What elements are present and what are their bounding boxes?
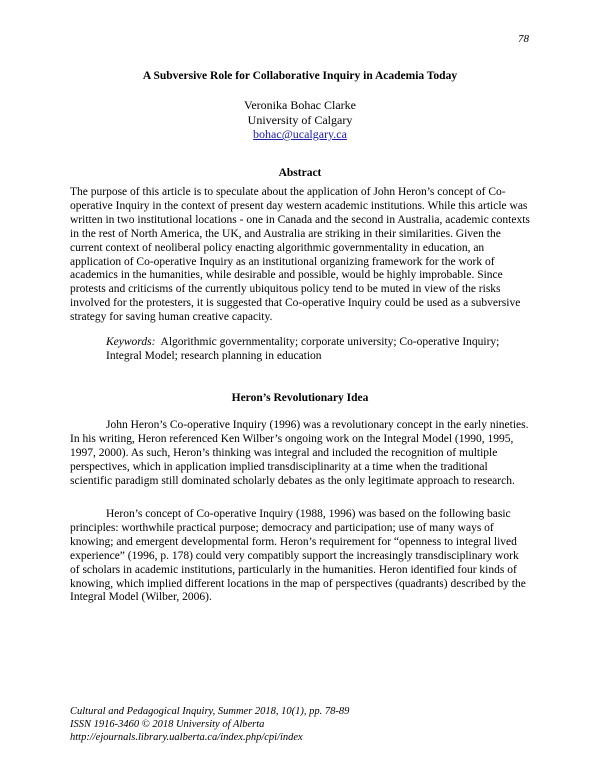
author-block bbox=[0, 98, 600, 142]
page-number: 78 bbox=[518, 33, 529, 45]
footer-issn: ISSN 1916-3460 © 2018 University of Alberta bbox=[70, 719, 265, 730]
author-name: Veronika Bohac Clarke bbox=[244, 98, 356, 112]
body-paragraph: Heron’s concept of Co-operative Inquiry (1988, 1996) was based on the following basic principles: worthwhile practical purpose; democracy and participation; use of many ways of knowing; and emergent developmental form. Heron’s requirement for “openness to integral lived experience” (1996, p. 178) could very compatibly support the increasingly transdisciplinary work of scholars in academic institutions, particularly in the humanities. Heron identified four kinds of knowing, which implied different locations in the map of perspectives (quadrants) described by the Integral Model (Wilber, 2006). bbox=[70, 508, 526, 604]
keywords-label: Keywords: bbox=[106, 336, 156, 348]
article-title: A Subversive Role for Collaborative Inquiry in Academia Today bbox=[142, 70, 458, 82]
body-paragraph: John Heron’s Co-operative Inquiry (1996) was a revolutionary concept in the early nineties. In his writing, Heron referenced Ken Wilber’s ongoing work on the Integral Model (1990, 1995, 1997, 2000). As such, Heron’s thinking was integral and included the recognition of multiple perspectives, which in application implied transdisciplinarity at a time when the traditional scientific paradigm still dominated scholarly debates as the only legitimate approach to research. bbox=[70, 419, 529, 487]
abstract-text: The purpose of this article is to speculate about the application of John Heron’s concept of Co-operative Inquiry in the context of present day western academic institutions. While this article was written in two institutional locations - one in Canada and the second in Australia, academic contexts in the rest of North America, the UK, and Australia are striking in their similarities. Given the current context of neoliberal policy enacting algorithmic governmentality in education, an application of Co-operative Inquiry as an institutional organizing framework for the work of academics in the humanities, while desirable and possible, would be highly improbable. Since protests and criticisms of the currently ubiquitous policy tend to be muted in view of the risks involved for the protesters, it is suggested that Co-operative Inquiry could be used as a subversive strategy for saving human creative capacity. bbox=[70, 186, 530, 324]
page-footer bbox=[70, 705, 530, 744]
footer-url: http://ejournals.library.ualberta.ca/index.php/cpi/index bbox=[70, 732, 303, 743]
keywords-text: Algorithmic governmentality; corporate university; Co-operative Inquiry; Integral Model; research planning in education bbox=[106, 336, 500, 362]
author-email-link[interactable]: bohac@ucalgary.ca bbox=[253, 127, 347, 141]
author-affiliation: University of Calgary bbox=[247, 112, 353, 127]
footer-journal-citation: Cultural and Pedagogical Inquiry, Summer 2018, 10(1), pp. 78-89 bbox=[70, 706, 350, 717]
keywords bbox=[106, 336, 530, 364]
abstract-heading: Abstract bbox=[278, 167, 322, 179]
section-heading: Heron’s Revolutionary Idea bbox=[231, 392, 369, 404]
